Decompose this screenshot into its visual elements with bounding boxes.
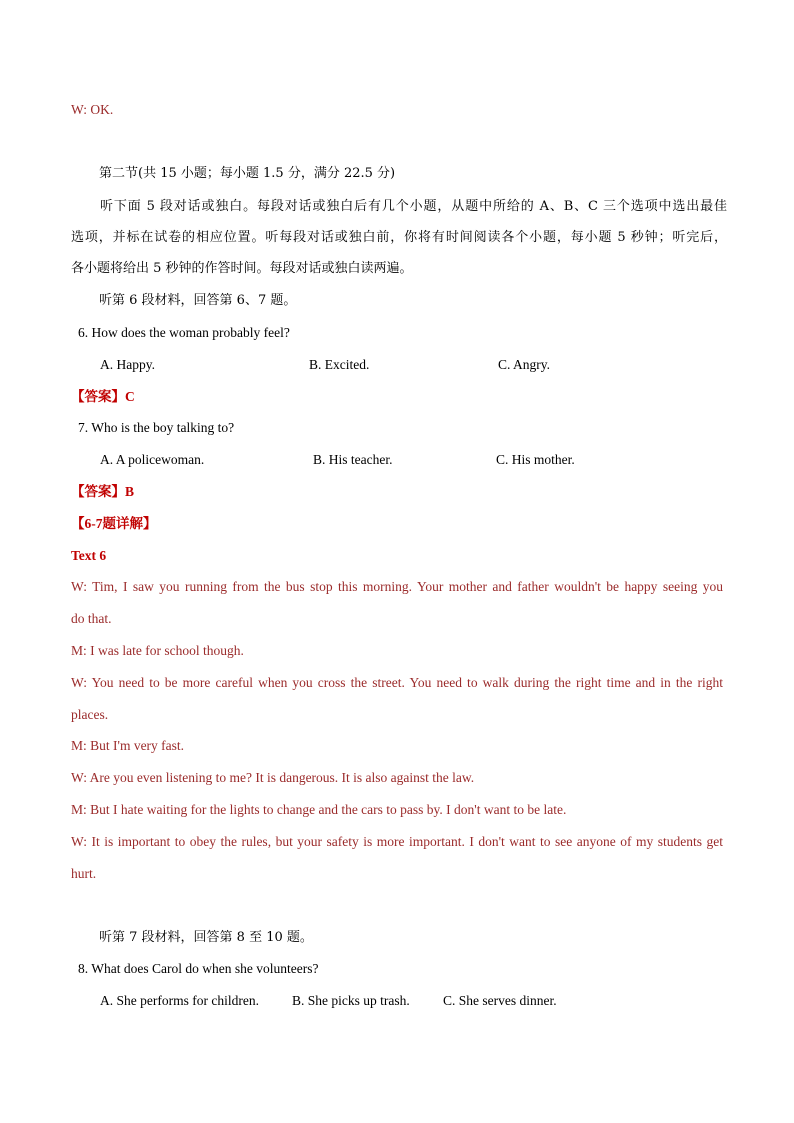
q6-option-b: B. Excited. <box>309 357 370 372</box>
answer-value: C <box>125 389 135 404</box>
transcript-line: W: You need to be more careful when you cross the street. You need to walk during the right time and in the right <box>71 675 723 690</box>
section-heading: 第二节(共 15 小题；每小题 1.5 分，满分 22.5 分) <box>99 166 396 181</box>
q8-option-a: A. She performs for children. <box>100 993 259 1008</box>
q6-option-c: C. Angry. <box>498 357 551 372</box>
q7-option-a: A. A policewoman. <box>100 452 205 467</box>
transcript-line: W: Are you even listening to me? It is dangerous. It is also against the law. <box>71 770 475 785</box>
q7-answer <box>71 483 134 501</box>
detail-heading: 【6-7题详解】 <box>71 516 157 531</box>
top-dialogue-line: W: OK. <box>71 102 114 117</box>
material-6-heading: 听第 6 段材料，回答第 6、7 题。 <box>99 293 297 308</box>
transcript-line: M: But I hate waiting for the lights to change and the cars to pass by. I don't want to be late. <box>71 802 567 817</box>
instruction-line: 各小题将给出 5 秒钟的作答时间。每段对话或独白读两遍。 <box>71 261 413 276</box>
question-6: 6. How does the woman probably feel? <box>78 325 290 340</box>
transcript-line: places. <box>71 707 109 722</box>
transcript-line: M: I was late for school though. <box>71 643 244 658</box>
q8-option-b: B. She picks up trash. <box>292 993 410 1008</box>
transcript-line: M: But I'm very fast. <box>71 738 185 753</box>
q8-option-c: C. She serves dinner. <box>443 993 557 1008</box>
q6-answer <box>71 388 135 406</box>
transcript-line: do that. <box>71 611 112 626</box>
answer-label: 【答案】 <box>71 484 125 499</box>
transcript-line: hurt. <box>71 866 97 881</box>
section-instructions <box>71 191 727 284</box>
q7-option-c: C. His mother. <box>496 452 575 467</box>
text-title: Text 6 <box>71 548 107 563</box>
answer-label: 【答案】 <box>71 389 125 404</box>
question-7: 7. Who is the boy talking to? <box>78 420 235 435</box>
material-7-heading: 听第 7 段材料，回答第 8 至 10 题。 <box>99 930 313 945</box>
transcript-line: W: It is important to obey the rules, but your safety is more important. I don't want to see anyone of my students get <box>71 834 723 849</box>
answer-value: B <box>125 484 135 499</box>
question-8: 8. What does Carol do when she volunteers? <box>78 961 319 976</box>
q6-option-a: A. Happy. <box>100 357 155 372</box>
transcript-line: W: Tim, I saw you running from the bus stop this morning. Your mother and father wouldn't be happy seeing you <box>71 579 723 594</box>
instruction-line: 选项，并标在试卷的相应位置。听每段对话或独白前，你将有时间阅读各个小题，每小题 5 秒钟；听完后， <box>71 230 727 245</box>
q7-option-b: B. His teacher. <box>313 452 393 467</box>
instruction-line: 听下面 5 段对话或独白。每段对话或独白后有几个小题，从题中所给的 A、B、C 三个选项中选出最佳 <box>100 199 727 214</box>
